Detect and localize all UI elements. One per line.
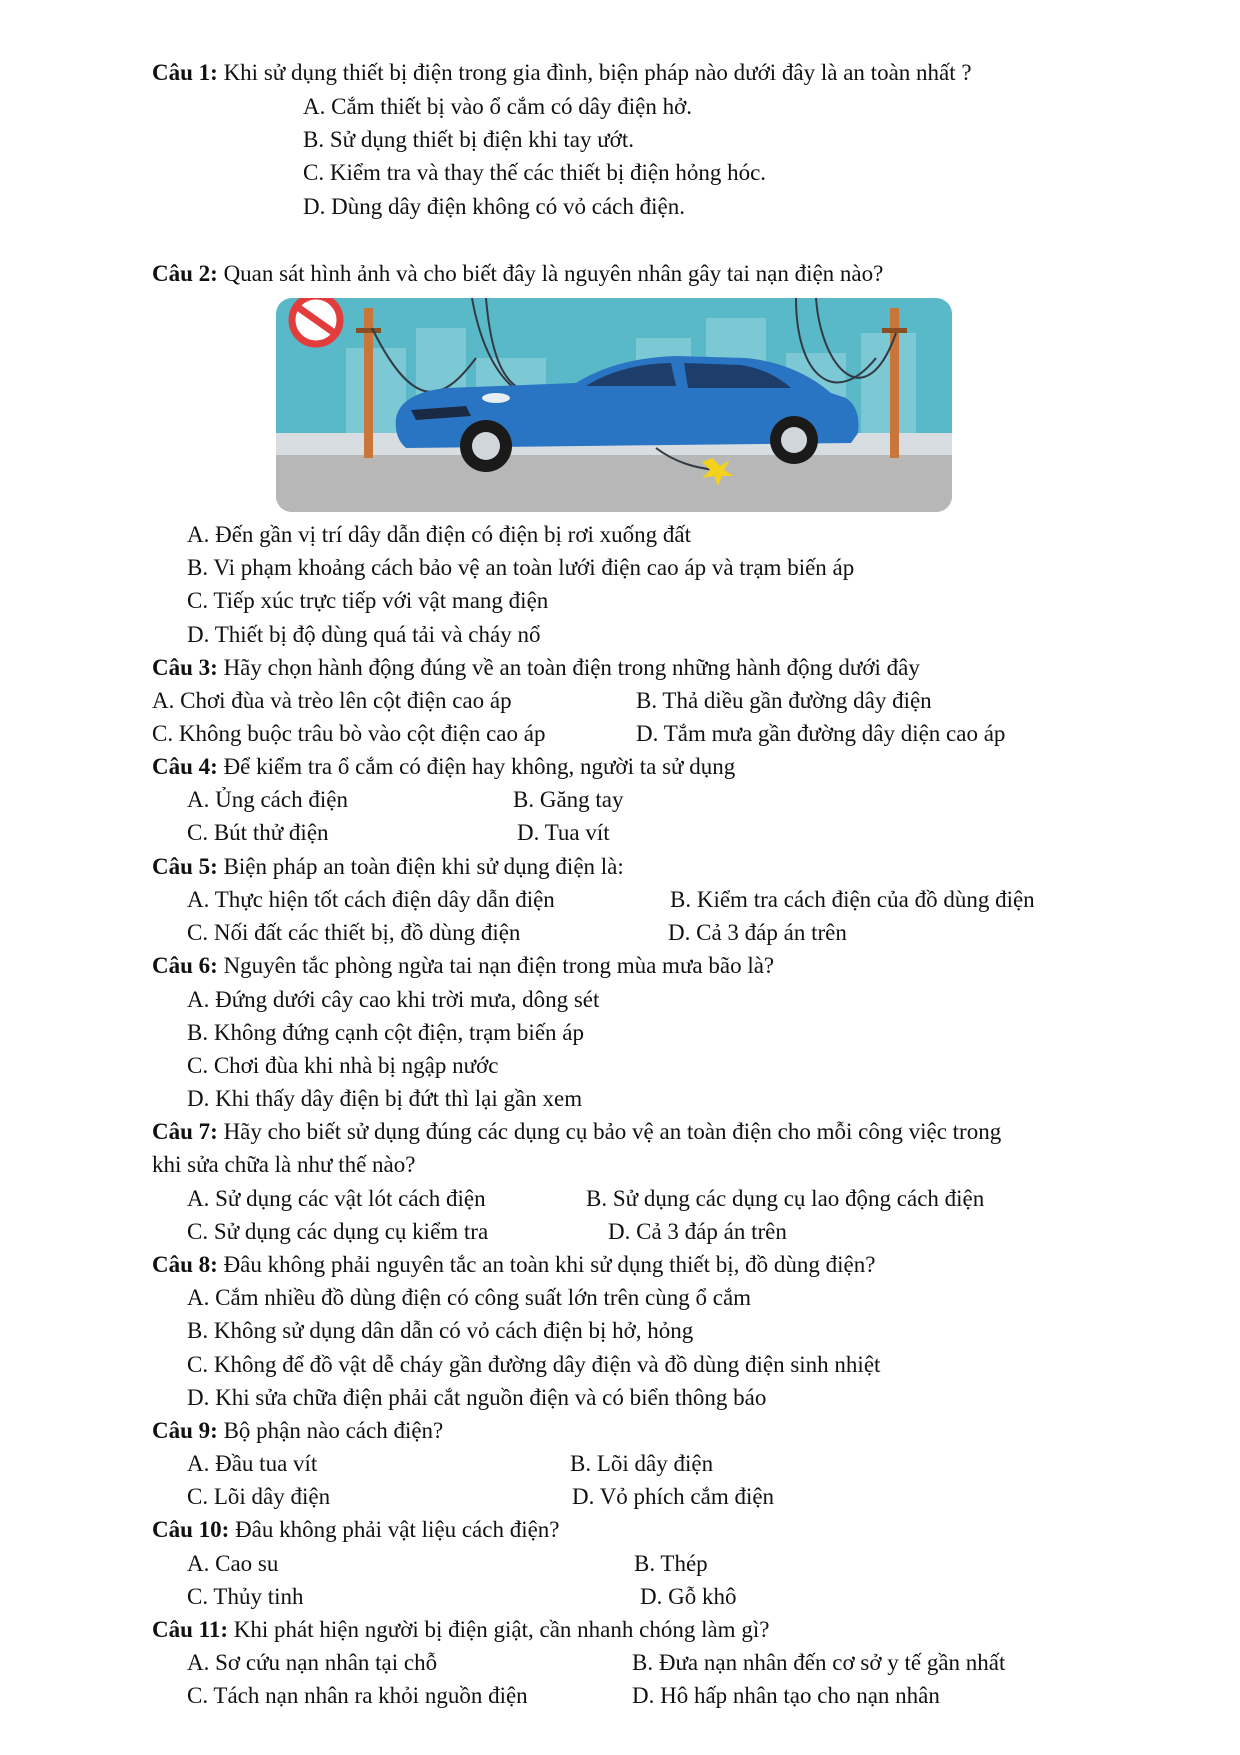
question-label: Câu 1:	[152, 60, 218, 85]
question-label: Câu 4:	[152, 754, 218, 779]
option-1b: B. Sử dụng thiết bị điện khi tay ướt.	[303, 127, 634, 152]
option-8d: D. Khi sửa chữa điện phải cắt nguồn điện và có biển thông báo	[187, 1385, 767, 1410]
no-entry-sign-icon	[292, 298, 340, 344]
option-4a: A. Ủng cách điện	[187, 787, 348, 812]
question-7-continuation: khi sửa chữa là như thế nào?	[152, 1152, 416, 1177]
option-8b: B. Không sử dụng dân dẫn có vỏ cách điện bị hở, hỏng	[187, 1318, 694, 1343]
option-2a: A. Đến gần vị trí dây dẫn điện có điện bị rơi xuống đất	[187, 522, 691, 547]
question-label: Câu 9:	[152, 1418, 218, 1443]
option-10d: D. Gỗ khô	[640, 1584, 737, 1609]
question-9	[152, 1417, 443, 1445]
option-5a: A. Thực hiện tốt cách điện dây dẫn điện	[187, 887, 555, 912]
option-3c: C. Không buộc trâu bò vào cột điện cao áp	[152, 721, 546, 746]
question-label: Câu 2:	[152, 261, 218, 286]
question-label: Câu 3:	[152, 655, 218, 680]
question-text: Khi phát hiện người bị điện giật, cần nhanh chóng làm gì?	[233, 1617, 770, 1642]
fallen-power-line-car-illustration	[276, 298, 952, 512]
question-text: Đâu không phải nguyên tắc an toàn khi sử dụng thiết bị, đồ dùng điện?	[223, 1252, 876, 1277]
question-text: Đâu không phải vật liệu cách điện?	[235, 1517, 560, 1542]
option-10b: B. Thép	[634, 1551, 708, 1576]
question-4	[152, 753, 735, 781]
option-11c: C. Tách nạn nhân ra khỏi nguồn điện	[187, 1683, 528, 1708]
question-6	[152, 952, 774, 980]
question-11	[152, 1616, 769, 1644]
question-text: Biện pháp an toàn điện khi sử dụng điện là:	[223, 854, 624, 879]
option-2d: D. Thiết bị độ dùng quá tải và cháy nổ	[187, 622, 541, 647]
option-3d: D. Tắm mưa gần đường dây diện cao áp	[636, 721, 1006, 746]
question-label: Câu 5:	[152, 854, 218, 879]
option-6a: A. Đứng dưới cây cao khi trời mưa, dông sét	[187, 987, 600, 1012]
option-4b: B. Găng tay	[513, 787, 624, 812]
option-5d: D. Cả 3 đáp án trên	[668, 920, 847, 945]
option-10c: C. Thủy tinh	[187, 1584, 304, 1609]
option-11b: B. Đưa nạn nhân đến cơ sở y tế gần nhất	[632, 1650, 1006, 1675]
question-7	[152, 1118, 1001, 1146]
question-text: Khi sử dụng thiết bị điện trong gia đình, biện pháp nào dưới đây là an toàn nhất ?	[223, 60, 972, 85]
option-11d: D. Hô hấp nhân tạo cho nạn nhân	[632, 1683, 940, 1708]
option-3b: B. Thả diều gần đường dây điện	[636, 688, 932, 713]
question-label: Câu 10:	[152, 1517, 230, 1542]
option-8c: C. Không để đồ vật dễ cháy gần đường dây điện và đồ dùng điện sinh nhiệt	[187, 1352, 881, 1377]
option-3a: A. Chơi đùa và trèo lên cột điện cao áp	[152, 688, 512, 713]
question-label: Câu 7:	[152, 1119, 218, 1144]
option-2c: C. Tiếp xúc trực tiếp với vật mang điện	[187, 588, 549, 613]
option-7b: B. Sử dụng các dụng cụ lao động cách điện	[586, 1186, 985, 1211]
option-10a: A. Cao su	[187, 1551, 279, 1576]
question-text: Hãy cho biết sử dụng đúng các dụng cụ bảo vệ an toàn điện cho mỗi công việc trong	[223, 1119, 1002, 1144]
question-8	[152, 1251, 875, 1279]
option-6d: D. Khi thấy dây điện bị đứt thì lại gần xem	[187, 1086, 583, 1111]
option-7d: D. Cả 3 đáp án trên	[608, 1219, 787, 1244]
question-text: Quan sát hình ảnh và cho biết đây là nguyên nhân gây tai nạn điện nào?	[223, 261, 884, 286]
question-2	[152, 260, 883, 288]
road	[276, 455, 952, 512]
question-text: Nguyên tắc phòng ngừa tai nạn điện trong mùa mưa bão là?	[223, 953, 775, 978]
option-2b: B. Vi phạm khoảng cách bảo vệ an toàn lưới điện cao áp và trạm biến áp	[187, 555, 855, 580]
option-7a: A. Sử dụng các vật lót cách điện	[187, 1186, 486, 1211]
question-text: Bộ phận nào cách điện?	[223, 1418, 444, 1443]
question-1	[152, 59, 972, 87]
question-text: Để kiểm tra ổ cắm có điện hay không, người ta sử dụng	[223, 754, 736, 779]
option-9d: D. Vỏ phích cắm điện	[572, 1484, 775, 1509]
option-8a: A. Cắm nhiều đồ dùng điện có công suất lớn trên cùng ổ cắm	[187, 1285, 752, 1310]
question-5	[152, 853, 624, 881]
option-1d: D. Dùng dây điện không có vỏ cách điện.	[303, 194, 685, 219]
option-6c: C. Chơi đùa khi nhà bị ngập nước	[187, 1053, 499, 1078]
question-3	[152, 654, 920, 682]
option-9a: A. Đầu tua vít	[187, 1451, 318, 1476]
option-4d: D. Tua vít	[517, 820, 610, 845]
option-1a: A. Cắm thiết bị vào ổ cắm có dây điện hở.	[303, 94, 693, 119]
question-10	[152, 1516, 560, 1544]
option-9b: B. Lõi dây điện	[570, 1451, 714, 1476]
question-label: Câu 11:	[152, 1617, 229, 1642]
option-4c: C. Bút thử điện	[187, 820, 329, 845]
option-11a: A. Sơ cứu nạn nhân tại chỗ	[187, 1650, 438, 1675]
question-label: Câu 8:	[152, 1252, 218, 1277]
question-label: Câu 6:	[152, 953, 218, 978]
option-5c: C. Nối đất các thiết bị, đồ dùng điện	[187, 920, 521, 945]
question-text: Hãy chọn hành động đúng về an toàn điện trong những hành động dưới đây	[223, 655, 920, 680]
option-6b: B. Không đứng cạnh cột điện, trạm biến áp	[187, 1020, 584, 1045]
option-9c: C. Lõi dây điện	[187, 1484, 331, 1509]
option-5b: B. Kiểm tra cách điện của đồ dùng điện	[670, 887, 1035, 912]
option-7c: C. Sử dụng các dụng cụ kiểm tra	[187, 1219, 489, 1244]
option-1c: C. Kiểm tra và thay thế các thiết bị điện hỏng hóc.	[303, 160, 767, 185]
